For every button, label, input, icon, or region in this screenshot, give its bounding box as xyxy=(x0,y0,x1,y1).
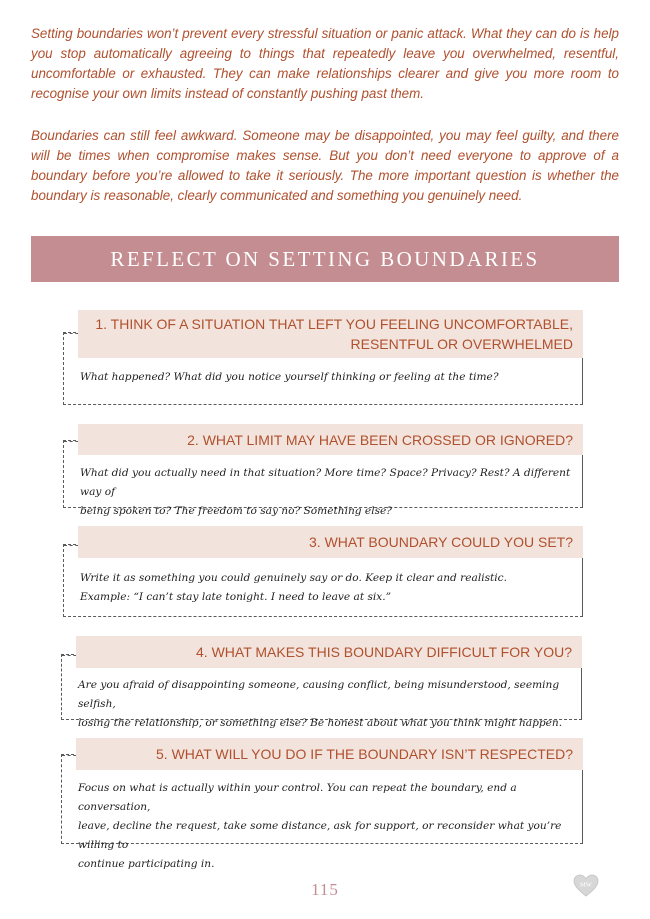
question-prompt: Write it as something you could genuinely say or do. Keep it clear and realistic. Example: “I can’t stay late tonight. I need to leave at six.” xyxy=(80,572,507,603)
section-banner xyxy=(31,236,619,282)
question-heading: 3. WHAT BOUNDARY COULD YOU SET? xyxy=(78,526,583,558)
question-card-2 xyxy=(63,424,583,517)
intro-paragraph-1: Setting boundaries won’t prevent every stressful situation or panic attack. What they can do is help you stop automatically agreeing to things that repeatedly leave you overwhelmed, resentful, uncomfortable or exhausted. They can make relationships clearer and give you more room to recognise your own limits instead of constantly pushing past them. xyxy=(31,26,619,101)
section-title: REFLECT ON SETTING BOUNDARIES xyxy=(110,246,540,271)
question-heading: 5. WHAT WILL YOU DO IF THE BOUNDARY ISN’T RESPECTED? xyxy=(76,738,583,770)
question-heading: 4. WHAT MAKES THIS BOUNDARY DIFFICULT FOR YOU? xyxy=(76,636,582,668)
question-prompt: Focus on what is actually within your control. You can repeat the boundary, end a conversation, leave, decline the request, take some distance, ask for support, or reconsider what you’re willing to continue participating in. xyxy=(78,782,562,870)
question-prompt: What happened? What did you notice yourself thinking or feeling at the time? xyxy=(80,371,499,383)
question-heading: 2. WHAT LIMIT MAY HAVE BEEN CROSSED OR IGNORED? xyxy=(78,424,583,455)
page-number: 115 xyxy=(311,880,339,899)
heart-logo-icon xyxy=(573,874,599,898)
question-card-4 xyxy=(61,636,582,729)
question-card-5 xyxy=(61,738,583,870)
question-heading: 1. THINK OF A SITUATION THAT LEFT YOU FEELING UNCOMFORTABLE, RESENTFUL OR OVERWHELMED xyxy=(78,310,583,358)
logo-monogram: MW xyxy=(580,881,592,889)
question-prompt: Are you afraid of disappointing someone, causing conflict, being misunderstood, seeming selfish, losing the relationship, or something else? Be honest about what you think might happen. xyxy=(78,679,563,729)
intro-paragraph-2: Boundaries can still feel awkward. Someone may be disappointed, you may feel guilty, and there will be times when compromise makes sense. But you don’t need everyone to approve of a boundary before you’re allowed to take it seriously. The more important question is whether the boundary is reasonable, clearly communicated and something you genuinely need. xyxy=(31,128,619,203)
question-prompt: What did you actually need in that situation? More time? Space? Privacy? Rest? A different way of being spoken to? The freedom to say no? Something else? xyxy=(80,467,571,517)
question-card-3 xyxy=(63,526,583,617)
question-card-1 xyxy=(63,310,583,405)
